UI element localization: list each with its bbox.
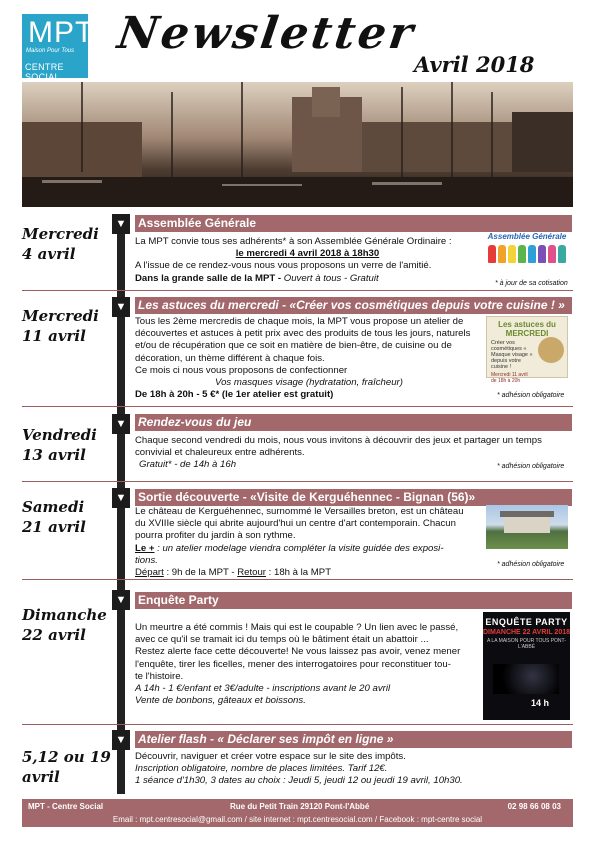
newsletter-month: Avril 2018: [414, 52, 535, 77]
event-text: 1 séance d'1h30, 3 dates au choix : Jeudi 5, jeudi 12 ou jeudi 19 avril, 10h30.: [135, 775, 463, 787]
event-text: La MPT convie tous ses adhérents* à son Assemblée Générale Ordinaire :: [135, 236, 452, 247]
cosmetics-thumbnail: [486, 316, 568, 384]
event-text: : un atelier modelage viendra compléter la visite guidée des exposi-: [154, 542, 444, 554]
date-day: 22 avril: [22, 626, 86, 644]
event-text: Le château de Kerguéhennec, surnommé le Versailles breton, est un château: [135, 506, 464, 517]
event-time-price: A 14h - 1 €/enfant et 3€/adulte - inscriptions avant le 20 avril: [135, 683, 391, 695]
event-bonus-label: Le +: [135, 542, 155, 554]
return-label: Retour: [237, 567, 266, 579]
event-text: pourra profiter du jardin à son rythme.: [135, 530, 296, 542]
date-day: 21 avril: [22, 518, 86, 536]
event-date: [22, 425, 97, 465]
event-body: [135, 316, 483, 401]
return-time: : 18h à la MPT: [266, 567, 332, 579]
footer-contact: Email : mpt.centresocial@gmail.com / site internet : mpt.centresocial.com / Facebook : mpt-centre social: [112, 815, 483, 824]
date-weekday: Vendredi: [22, 426, 97, 444]
event-date: [22, 224, 99, 264]
event-body: [135, 236, 480, 285]
event-title: Atelier flash - « Déclarer ses impôt en ligne »: [135, 731, 572, 748]
footer: [22, 799, 573, 827]
logo-centre-social: CENTRE SOCIAL: [25, 62, 64, 82]
event-text: avec ce qu'il se tramait ici du temps où le bâtiment était un abattoir ...: [135, 634, 429, 646]
event-note: * adhésion obligatoire: [497, 463, 565, 470]
mpt-logo: [22, 14, 95, 82]
footer-org: MPT - Centre Social: [28, 802, 104, 811]
pin-icon: ▼: [112, 488, 130, 508]
event-title: Rendez-vous du jeu: [135, 414, 572, 431]
newsletter-title: Newsletter: [114, 8, 419, 59]
event-body: [135, 506, 477, 579]
castle-photo: [486, 505, 568, 549]
bowl-icon: [538, 337, 564, 363]
date-weekday: 5,12 ou 19: [22, 748, 111, 766]
pin-icon: ▼: [112, 730, 130, 750]
thumbnail-title: Les astuces du MERCREDI: [498, 320, 556, 338]
event-text: Inscription obligatoire, nombre de places limitées. Tarif 12€.: [135, 763, 388, 775]
event-text: et/ou de récupération que ce soit en matière de bien-être, de cuisine ou de: [135, 340, 452, 352]
poster-date: DIMANCHE 22 AVRIL 2018: [483, 629, 571, 636]
poster-scene: [493, 664, 559, 694]
event-text: Un meurtre a été commis ! Mais qui est le coupable ? Un lien avec le passé,: [135, 622, 459, 633]
event-text: te l'histoire.: [135, 670, 184, 682]
date-day: avril: [22, 768, 60, 786]
harbor-photo: [22, 82, 573, 207]
event-text: Vente de bonbons, gâteaux et boissons.: [135, 695, 306, 707]
pin-icon: ▼: [112, 214, 130, 234]
thumbnail-date: Mercredi 11 avril de 18h à 20h: [491, 372, 528, 384]
event-date: [22, 497, 86, 537]
event-title: Enquête Party: [135, 592, 572, 609]
harbor-illustration: [22, 82, 573, 207]
event-note: * adhésion obligatoire: [497, 561, 565, 568]
event-text: découvertes et astuces à petit prix avec des produits de tous les jours, naturels: [135, 328, 471, 340]
event-note: * adhésion obligatoire: [497, 392, 565, 399]
footer-address: Rue du Petit Train 29120 Pont-l'Abbé: [230, 802, 370, 811]
event-price: Ouvert à tous - Gratuit: [283, 272, 379, 284]
pin-icon: ▼: [112, 590, 130, 610]
divider: [22, 579, 573, 580]
pin-icon: ▼: [112, 414, 130, 434]
date-weekday: Mercredi: [22, 307, 99, 325]
pin-icon: ▼: [112, 297, 130, 317]
event-note: * à jour de sa cotisation: [495, 280, 568, 287]
divider: [22, 406, 573, 407]
thumbnail-text: Créer vos cosmétiques « Masque visage » depuis votre cuisine !: [491, 340, 533, 370]
date-weekday: Samedi: [22, 498, 85, 516]
event-text: convivial et chaleureux entre adhérents.: [135, 447, 305, 459]
event-date: [22, 747, 111, 787]
event-text: Tous les 2ème mercredis de chaque mois, la MPT vous propose un atelier de: [135, 316, 464, 327]
date-weekday: Mercredi: [22, 225, 99, 243]
poster-time: 14 h: [531, 698, 550, 708]
footer-phone: 02 98 66 08 03: [507, 802, 561, 811]
event-text: tions.: [135, 554, 158, 566]
poster-title: ENQUÊTE PARTY: [485, 617, 568, 627]
event-activity: Vos masques visage (hydratation, fraîcheur): [215, 377, 403, 389]
thumbnail-title: Assemblée Générale: [487, 232, 567, 241]
date-weekday: Dimanche: [22, 606, 107, 624]
event-datetime: le mercredi 4 avril 2018 à 18h30: [235, 248, 380, 260]
poster-place: A LA MAISON POUR TOUS PONT-L'ABBÉ: [486, 638, 566, 650]
logo-mpt-text: MPT: [28, 16, 95, 49]
event-text: A l'issue de ce rendez-vous nous vous proposons un verre de l'amitié.: [135, 260, 432, 272]
castle-roof: [500, 511, 554, 517]
event-text: Ce mois ci nous vous proposons de confectionner: [135, 364, 348, 376]
event-date: [22, 306, 99, 346]
castle-building: [504, 515, 550, 533]
date-day: 11 avril: [22, 327, 86, 345]
logo-tagline: Maison Pour Tous: [26, 48, 75, 54]
hands-illustration: [484, 245, 570, 263]
event-text: l'enquête, tirer les ficelles, mener des interrogatoires pour reconstituer tou-: [135, 658, 451, 670]
divider: [22, 724, 573, 725]
divider: [22, 290, 573, 291]
assembly-thumbnail: [484, 232, 570, 280]
enquete-party-poster: [483, 612, 570, 720]
departure-time: : 9h de la MPT -: [163, 567, 238, 579]
event-text: Restez alerte face cette découverte! Ne vous laissez pas avoir, venez mener: [135, 646, 461, 658]
event-title: Assemblée Générale: [135, 215, 572, 232]
date-day: 4 avril: [22, 245, 76, 263]
event-time-price: De 18h à 20h - 5 €* (le 1er atelier est gratuit): [135, 389, 334, 401]
divider: [22, 481, 573, 482]
event-time-price: Gratuit* - de 14h à 16h: [139, 459, 237, 471]
event-place: Dans la grande salle de la MPT -: [135, 272, 284, 284]
event-body: [135, 622, 475, 707]
date-day: 13 avril: [22, 446, 86, 464]
event-text: Chaque second vendredi du mois, nous vous invitons à découvrir des jeux et partager un temps: [135, 435, 542, 446]
event-body: [135, 751, 572, 788]
event-title: Sortie découverte - «Visite de Kerguéhennec - Bignan (56)»: [135, 489, 572, 506]
event-date: [22, 605, 107, 645]
event-title: Les astuces du mercredi - «Créer vos cosmétiques depuis votre cuisine ! »: [135, 297, 572, 314]
event-text: du XVIIIe siècle qui abrite aujourd'hui un centre d'art contemporain. Chacun: [135, 518, 456, 530]
event-text: Découvrir, naviguer et créer votre espace sur le site des impôts.: [135, 751, 406, 762]
departure-label: Départ: [135, 567, 164, 579]
event-text: décoration, un thème différent à chaque fois.: [135, 352, 325, 364]
